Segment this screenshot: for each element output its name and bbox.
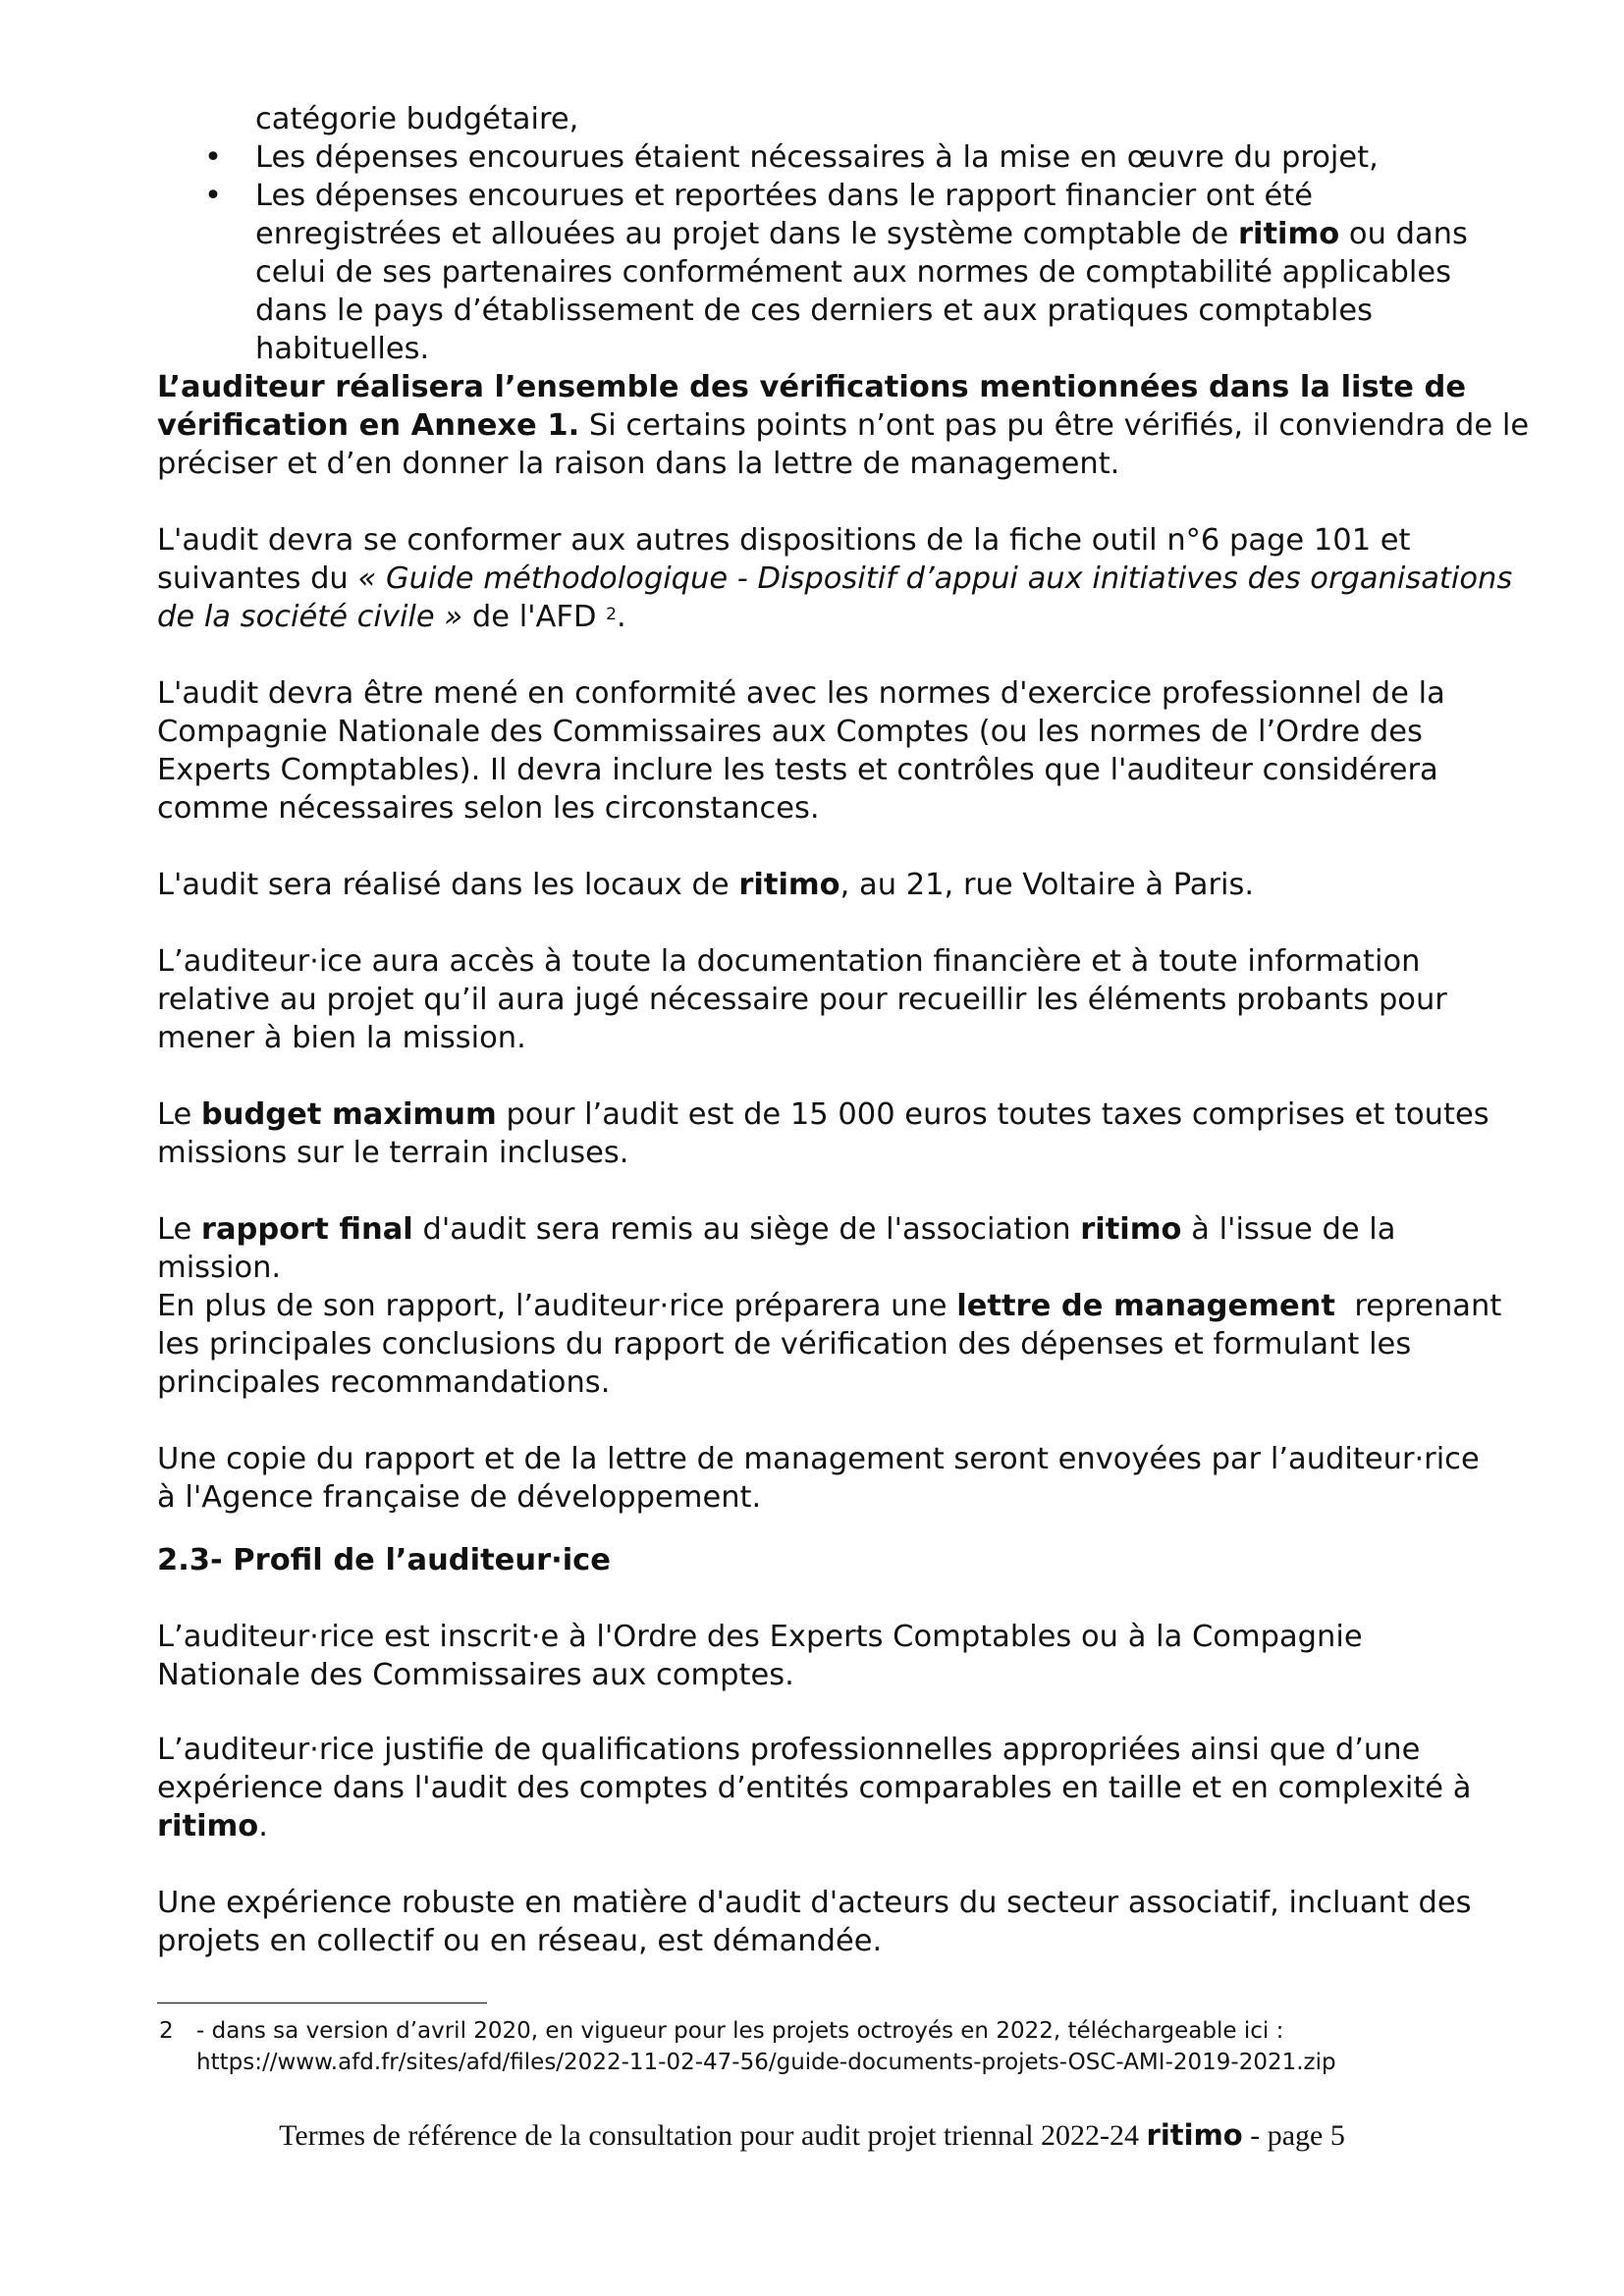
footnote-link[interactable]: https://www.afd.fr/sites/afd/files/2022-11-02-47-56/guide-documents-projets-OSC-AMI-2019-2021.zip — [196, 2050, 1336, 2075]
text-line: L'audit sera réalisé dans les locaux de ritimo, au 21, rue Voltaire à Paris. — [157, 868, 1255, 902]
page-footer: Termes de référence de la consultation pour audit projet triennal 2022-24 ritimo - page 5 — [279, 2118, 1345, 2152]
list-item-line: habituelles. — [255, 332, 430, 366]
text-line: Compagnie Nationale des Commissaires aux Comptes (ou les normes de l’Ordre des — [157, 715, 1423, 749]
list-item: Les dépenses encourues étaient nécessaires à la mise en œuvre du projet, — [255, 140, 1379, 175]
footnote-number: 2 — [159, 2018, 174, 2044]
list-item-continuation: catégorie budgétaire, — [255, 102, 579, 136]
text-line: suivantes du « Guide méthodologique - Dispositif d’appui aux initiatives des organisations — [157, 561, 1513, 596]
text-line: L'audit devra se conformer aux autres dispositions de la fiche outil n°6 page 101 et — [157, 523, 1411, 558]
text-line: L’auditeur·rice est inscrit·e à l'Ordre des Experts Comptables ou à la Compagnie — [157, 1620, 1363, 1654]
bullet-marker: • — [204, 179, 222, 213]
text-line: préciser et d’en donner la raison dans la lettre de management. — [157, 447, 1120, 481]
text-line: Le rapport final d'audit sera remis au siège de l'association ritimo à l'issue de la — [157, 1212, 1396, 1247]
text-line: missions sur le terrain incluses. — [157, 1136, 629, 1170]
list-item-line: enregistrées et allouées au projet dans le système comptable de ritimo ou dans — [255, 217, 1468, 251]
footnote-text: - dans sa version d’avril 2020, en vigueur pour les projets octroyés en 2022, téléchargeable ici : — [196, 2018, 1284, 2044]
text-line: mener à bien la mission. — [157, 1021, 526, 1055]
bullet-marker: • — [204, 140, 222, 175]
text-line: les principales conclusions du rapport de vérification des dépenses et formulant les — [157, 1327, 1412, 1362]
text-line: L’auditeur réalisera l’ensemble des vérifications mentionnées dans la liste de — [157, 370, 1467, 404]
text-line: à l'Agence française de développement. — [157, 1480, 762, 1515]
text-line: Le budget maximum pour l’audit est de 15 000 euros toutes taxes comprises et toutes — [157, 1097, 1489, 1132]
text-line: L'audit devra être mené en conformité avec les normes d'exercice professionnel de la — [157, 676, 1445, 711]
list-item-line: celui de ses partenaires conformément aux normes de comptabilité applicables — [255, 255, 1451, 290]
text-line: Une expérience robuste en matière d'audit d'acteurs du secteur associatif, incluant des — [157, 1886, 1472, 1920]
text-line: Nationale des Commissaires aux comptes. — [157, 1658, 794, 1692]
list-item-line: dans le pays d’établissement de ces derniers et aux pratiques comptables — [255, 294, 1374, 328]
text-line: vérification en Annexe 1. Si certains points n’ont pas pu être vérifiés, il conviendra de le — [157, 408, 1530, 443]
text-line: comme nécessaires selon les circonstances. — [157, 791, 820, 826]
text-line: L’auditeur·ice aura accès à toute la documentation financière et à toute information — [157, 944, 1421, 979]
text-line: Experts Comptables). Il devra inclure les tests et contrôles que l'auditeur considérera — [157, 753, 1438, 787]
footnote-ref[interactable]: 2 — [606, 605, 617, 624]
section-heading: 2.3- Profil de l’auditeur·ice — [157, 1543, 611, 1577]
text-line: Une copie du rapport et de la lettre de management seront envoyées par l’auditeur·rice — [157, 1442, 1480, 1476]
list-item: Les dépenses encourues et reportées dans le rapport financier ont été — [255, 179, 1314, 213]
footnote-separator — [157, 2002, 487, 2003]
text-line: ritimo. — [157, 1809, 268, 1843]
text-line: mission. — [157, 1251, 282, 1285]
text-line: En plus de son rapport, l’auditeur·rice préparera une lettre de management reprenant — [157, 1289, 1502, 1323]
text-line: relative au projet qu’il aura jugé nécessaire pour recueillir les éléments probants pour — [157, 983, 1447, 1017]
text-line: expérience dans l'audit des comptes d’entités comparables en taille et en complexité à — [157, 1771, 1472, 1805]
text-line: de la société civile » de l'AFD $^2$. — [157, 600, 626, 634]
text-line: L’auditeur·rice justifie de qualifications professionnelles appropriées ainsi que d’une — [157, 1733, 1421, 1767]
text-line: principales recommandations. — [157, 1365, 611, 1400]
text-line: projets en collectif ou en réseau, est démandée. — [157, 1924, 883, 1958]
